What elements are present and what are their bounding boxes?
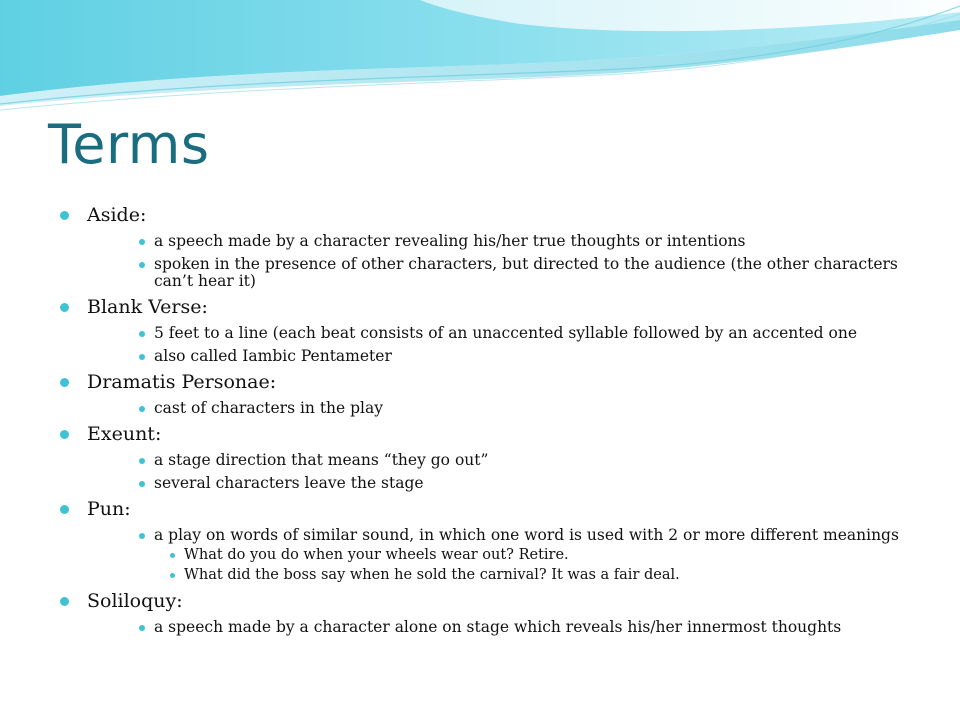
slide-title: Terms — [48, 113, 210, 176]
term-pun — [60, 497, 910, 584]
term-blank-verse — [60, 295, 910, 365]
term-label: Blank Verse: — [87, 296, 208, 318]
definition-point: spoken in the presence of other characters, but directed to the audience (the other characters can’t hear it) — [87, 256, 910, 290]
definition-point: 5 feet to a line (each beat consists of an unaccented syllable followed by an accented one — [87, 325, 910, 342]
definition-point: a speech made by a character revealing his/her true thoughts or intentions — [87, 233, 910, 250]
term-label: Pun: — [87, 498, 131, 520]
example-item: What did the boss say when he sold the carnival? It was a fair deal. — [154, 567, 910, 584]
term-label: Dramatis Personae: — [87, 371, 277, 393]
definition-point: a play on words of similar sound, in which one word is used with 2 or more different meanings What do you do when your wheels wear out? Retire. What did the boss say when he sold the carnival? It was a fair deal. — [87, 527, 910, 584]
term-soliloquy — [60, 589, 910, 636]
definition-point: cast of characters in the play — [87, 400, 910, 417]
term-label: Soliloquy: — [87, 590, 183, 612]
definition-point: a speech made by a character alone on stage which reveals his/her innermost thoughts — [87, 619, 910, 636]
definition-point: also called Iambic Pentameter — [87, 348, 910, 365]
term-aside — [60, 203, 910, 290]
term-exeunt — [60, 422, 910, 492]
terms-list — [60, 203, 910, 640]
example-item: What do you do when your wheels wear out? Retire. — [154, 547, 910, 564]
term-dramatis-personae — [60, 370, 910, 417]
term-label: Exeunt: — [87, 423, 162, 445]
definition-point: several characters leave the stage — [87, 475, 910, 492]
header-wave-decoration — [0, 0, 960, 130]
term-label: Aside: — [87, 204, 147, 226]
definition-point: a stage direction that means “they go out” — [87, 452, 910, 469]
